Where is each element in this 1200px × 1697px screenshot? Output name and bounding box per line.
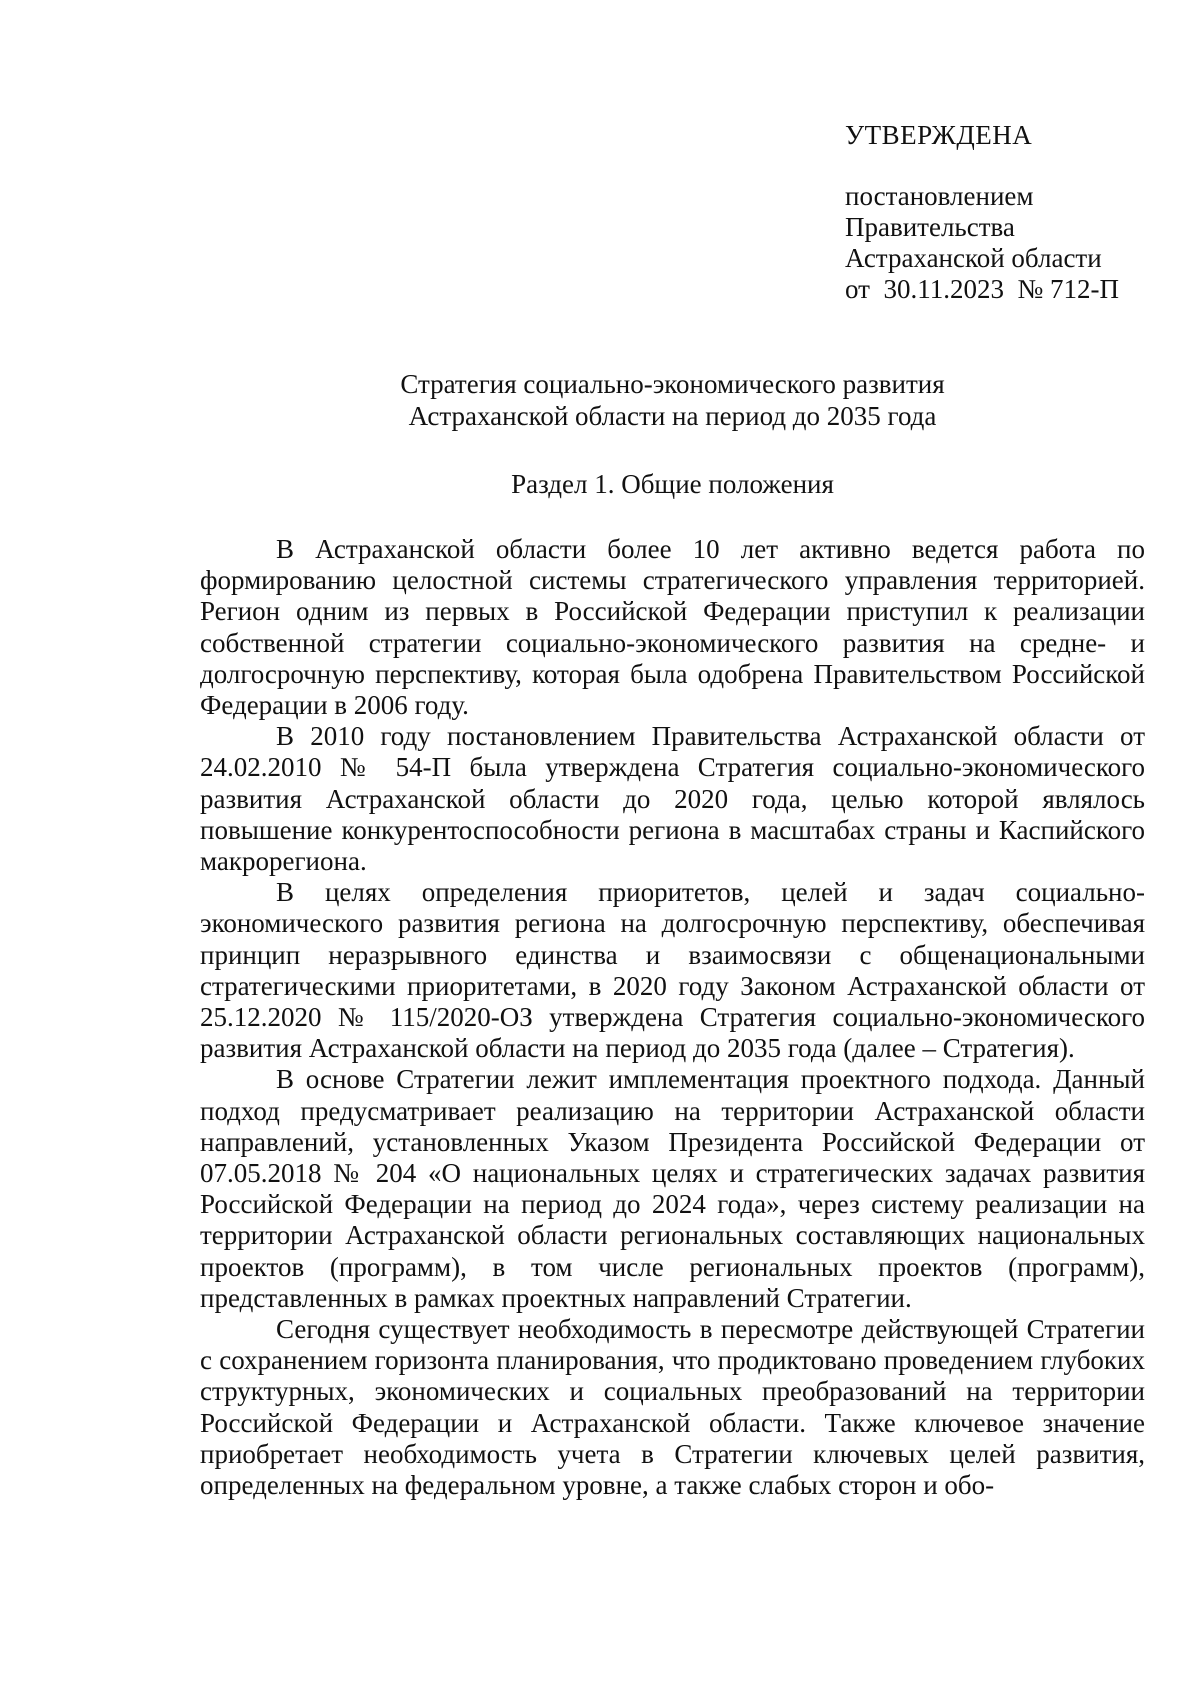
approval-line: Астраханской области <box>845 243 1102 273</box>
document-title-line: Астраханской области на период до 2035 года <box>408 401 937 431</box>
paragraph: В 2010 году постановлением Правительства Астраханской области от 24.02.2010 № 54-П была утверждена Стратегия социально-экономического развития Астраханской области до 2020 года, целью которой являлось повышение конкурентоспособности региона в масштабах страны и Каспийского макрорегиона. <box>200 721 1145 877</box>
section-heading: Раздел 1. Общие положения <box>511 469 834 499</box>
approval-line: постановлением <box>845 181 1034 211</box>
paragraph: Сегодня существует необходимость в пересмотре действующей Стратегии с сохранением горизонта планирования, что продиктовано проведением глубоких структурных, экономических и социальных преобразований на территории Российской Федерации и Астраханской области. Также ключевое значение приобретает необходимость учета в Стратегии ключевых целей развития, определенных на федеральном уровне, а также слабых сторон и обо- <box>200 1314 1145 1501</box>
approval-line: Правительства <box>845 212 1015 242</box>
document-body <box>200 534 1145 1501</box>
paragraph: В Астраханской области более 10 лет активно ведется работа по формированию целостной системы стратегического управления территорией. Регион одним из первых в Российской Федерации приступил к реализации собственной стратегии социально-экономического развития на средне- и долгосрочную перспективу, которая была одобрена Правительством Российской Федерации в 2006 году. <box>200 534 1145 721</box>
paragraph: В целях определения приоритетов, целей и задач социально-экономического развития региона на долгосрочную перспективу, обеспечивая принцип неразрывного единства и взаимосвязи с общенациональными стратегическими приоритетами, в 2020 году Законом Астраханской области от 25.12.2020 № 115/2020-ОЗ утверждена Стратегия социально-экономического развития Астраханской области на период до 2035 года (далее – Стратегия). <box>200 877 1145 1064</box>
approval-date-number: от 30.11.2023 № 712-П <box>845 274 1119 304</box>
approval-stamp <box>845 120 1119 305</box>
approval-title: УТВЕРЖДЕНА <box>845 120 1033 150</box>
document-title-line: Стратегия социально-экономического развития <box>400 369 945 399</box>
paragraph: В основе Стратегии лежит имплементация проектного подхода. Данный подход предусматривает реализацию на территории Астраханской области направлений, установленных Указом Президента Российской Федерации от 07.05.2018 № 204 «О национальных целях и стратегических задачах развития Российской Федерации на период до 2024 года», через систему реализации на территории Астраханской области региональных составляющих национальных проектов (программ), в том числе региональных проектов (программ), представленных в рамках проектных направлений Стратегии. <box>200 1064 1145 1313</box>
document-title <box>200 368 1145 432</box>
